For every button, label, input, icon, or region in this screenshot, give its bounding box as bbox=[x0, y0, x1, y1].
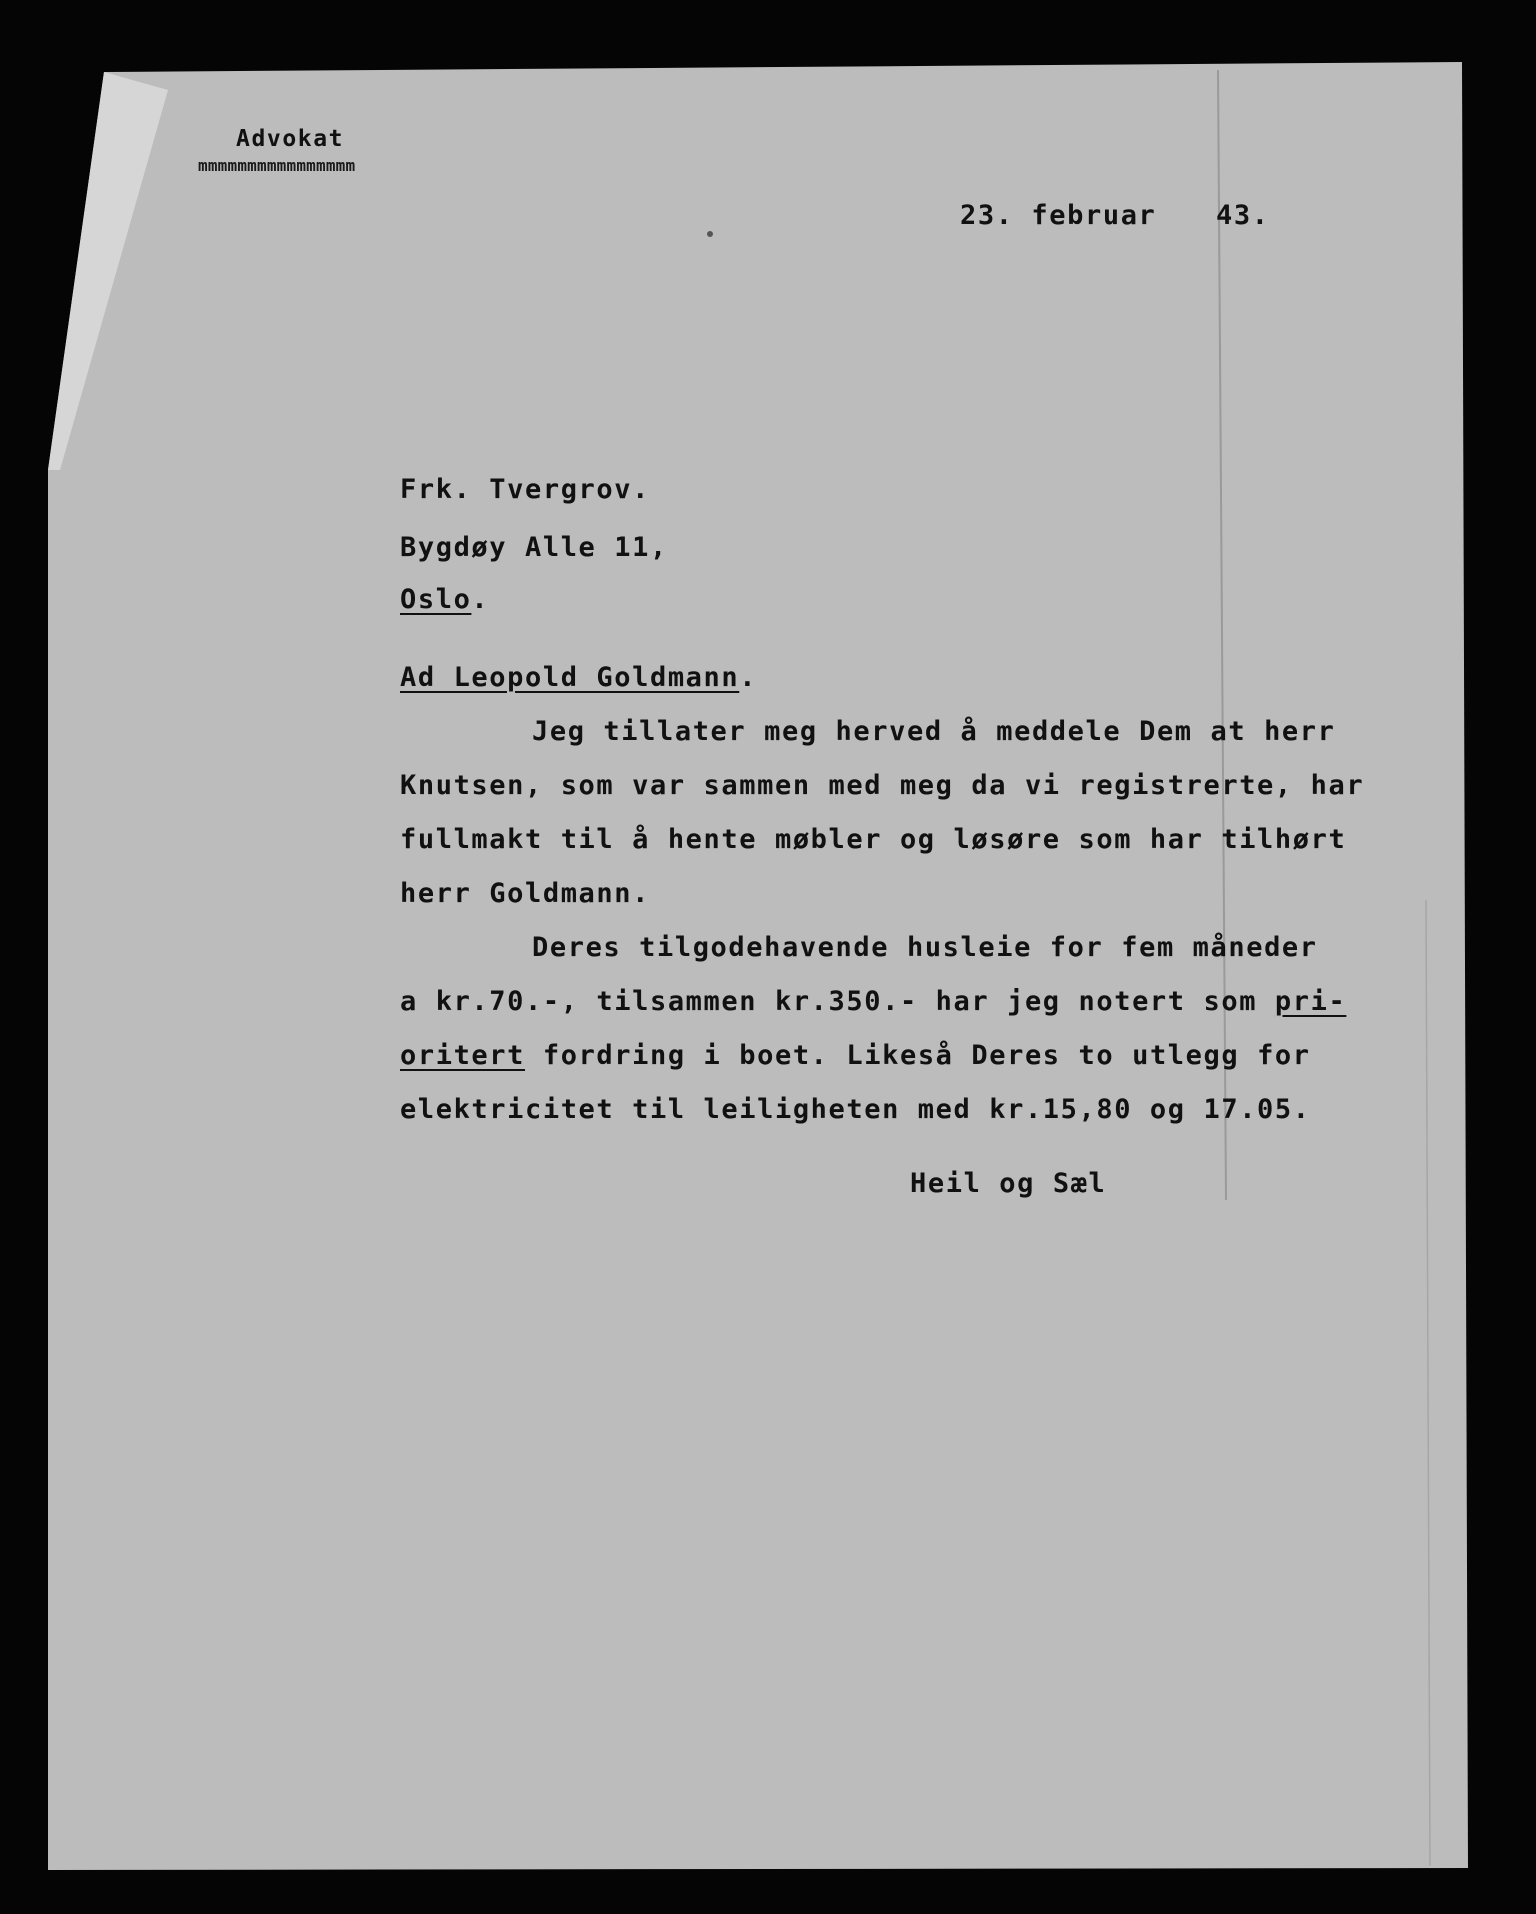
recipient-name: Frk. Tvergrov. bbox=[400, 474, 650, 505]
recipient-city-period: . bbox=[471, 584, 490, 615]
letterhead-title: Advokat bbox=[236, 126, 345, 152]
closing-salutation: Heil og Sæl bbox=[910, 1168, 1107, 1199]
body-p1-line2: Knutsen, som var sammen med meg da vi registrerte, har bbox=[400, 770, 1365, 801]
letter-year: 43. bbox=[1216, 200, 1270, 231]
body-p2-line3-underlined: oritert bbox=[400, 1040, 525, 1071]
body-p1-line3: fullmakt til å hente møbler og løsøre som har tilhørt bbox=[400, 824, 1347, 855]
body-p2-line2-underlined: pri- bbox=[1274, 986, 1347, 1017]
body-p2-line2-text: a kr.70.-, tilsammen kr.350.- har jeg notert som bbox=[400, 986, 1275, 1017]
subject-text: Ad Leopold Goldmann bbox=[400, 662, 740, 693]
body-p2-line4: elektricitet til leiligheten med kr.15,80 og 17.05. bbox=[400, 1094, 1311, 1125]
ink-mark bbox=[707, 231, 713, 237]
body-p2-line1: Deres tilgodehavende husleie for fem måneder bbox=[532, 932, 1318, 963]
recipient-city-name: Oslo bbox=[400, 584, 472, 615]
recipient-street: Bygdøy Alle 11, bbox=[400, 532, 668, 563]
subject-period: . bbox=[739, 662, 758, 693]
body-p2-line3 bbox=[400, 1042, 1311, 1069]
body-p2-line3-text: fordring i boet. Likeså Deres to utlegg for bbox=[525, 1040, 1311, 1071]
letterhead-obliteration: mmmmmmmmmmmmmmmm bbox=[198, 156, 356, 175]
body-p1-line1: Jeg tillater meg herved å meddele Dem at herr bbox=[532, 716, 1336, 747]
letter-date: 23. februar bbox=[960, 200, 1157, 231]
body-p2-line2 bbox=[400, 988, 1346, 1015]
paper-body bbox=[48, 62, 1468, 1870]
subject-line bbox=[400, 664, 757, 691]
body-p1-line4: herr Goldmann. bbox=[400, 878, 650, 909]
recipient-city bbox=[400, 586, 489, 613]
